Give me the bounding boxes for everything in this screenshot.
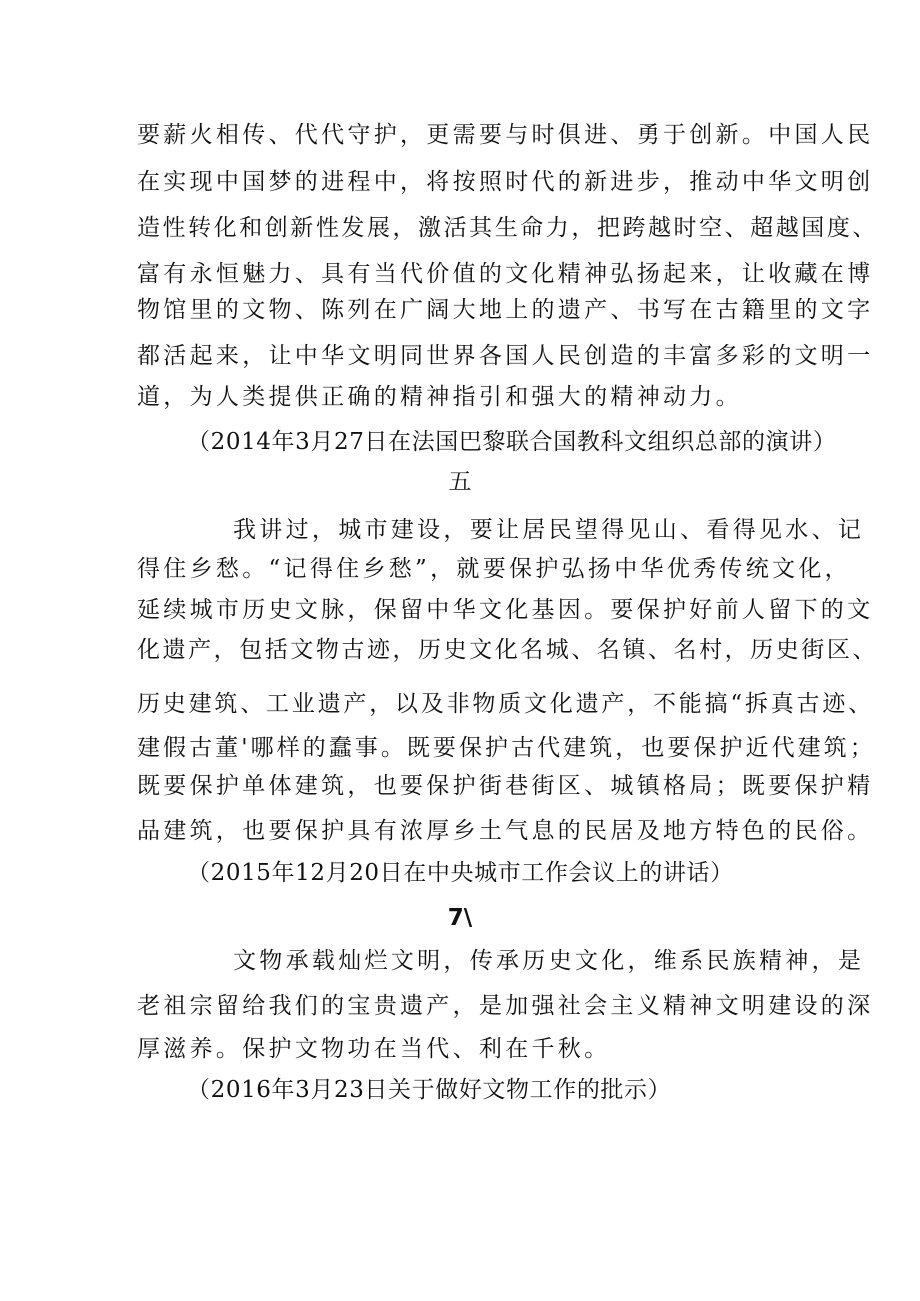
text-line: 老祖宗留给我们的宝贵遗产，是加强社会主义精神文明建设的深: [137, 993, 874, 1019]
text-line: 要薪火相传、代代守护，更需要与时俱进、勇于创新。中国人民: [137, 122, 874, 148]
text-line: 品建筑，也要保护具有浓厚乡土气息的民居及地方特色的民俗。: [137, 818, 874, 844]
text-line: 得住乡愁。“记得住乡愁”，就要保护弘扬中华优秀传统文化，: [137, 556, 851, 582]
section-heading: 五: [448, 469, 472, 495]
source-citation: （2014年3月27日在法国巴黎联合国教科文组织总部的演讲）: [187, 429, 837, 455]
text-line: 造性转化和创新性发展，激活其生命力，把跨越时空、超越国度、: [137, 215, 878, 241]
text-line: 物馆里的文物、陈列在广阔大地上的遗产、书写在古籍里的文字: [137, 297, 874, 323]
section-heading: 7\: [447, 905, 473, 931]
text-line: 道，为人类提供正确的精神指引和强大的精神动力。: [137, 384, 742, 410]
text-line: 富有永恒魅力、具有当代价值的文化精神弘扬起来，让收藏在博: [137, 261, 874, 287]
text-line: 厚滋养。保护文物功在当代、利在千秋。: [137, 1036, 611, 1062]
text-line: 我讲过，城市建设，要让居民望得见山、看得见水、记: [233, 517, 865, 543]
text-line: 历史建筑、工业遗产，以及非物质文化遗产，不能搞“拆真古迹、: [137, 691, 874, 717]
source-citation: （2016年3月23日关于做好文物工作的批示）: [187, 1077, 672, 1103]
text-line: 化遗产，包括文物古迹，历史文化名城、名镇、名村，历史街区、: [137, 637, 878, 663]
text-line: 建假古董'哪样的蠢事。既要保护古代建筑，也要保护近代建筑；: [137, 735, 876, 761]
source-citation: （2015年12月20日在中央城市工作会议上的讲话）: [187, 860, 734, 886]
text-line: 都活起来，让中华文明同世界各国人民创造的丰富多彩的文明一: [137, 343, 874, 369]
text-line: 文物承载灿烂文明，传承历史文化，维系民族精神，是: [233, 948, 865, 974]
text-line: 在实现中国梦的进程中，将按照时代的新进步，推动中华文明创: [137, 169, 874, 195]
text-line: 既要保护单体建筑，也要保护街巷街区、城镇格局；既要保护精: [137, 773, 874, 799]
text-line: 延续城市历史文脉，保留中华文化基因。要保护好前人留下的文: [137, 597, 874, 623]
